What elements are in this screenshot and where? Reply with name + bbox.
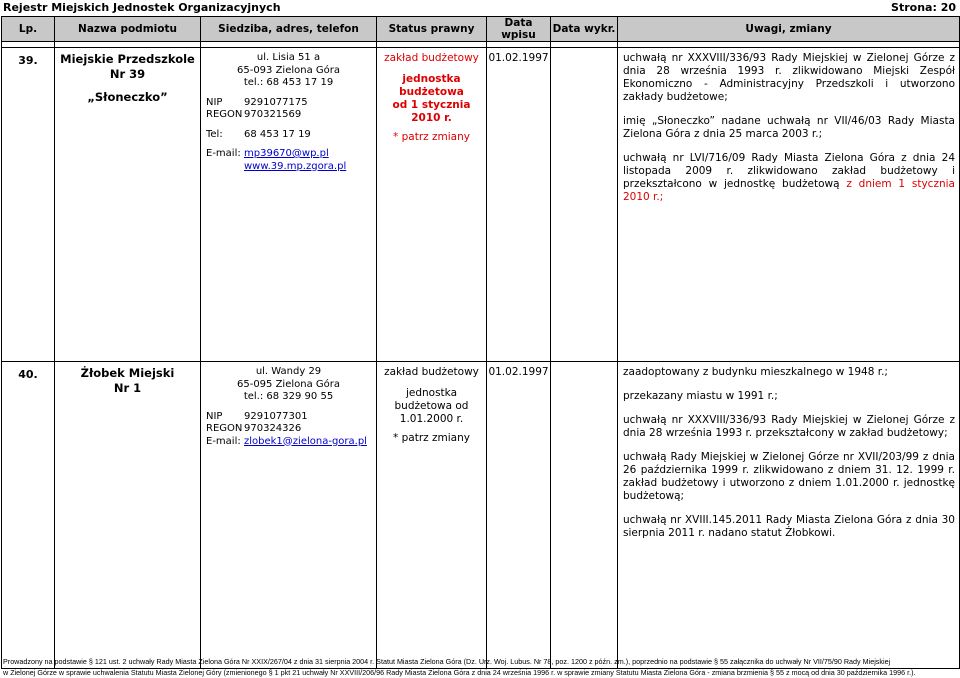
col-header-lp: Lp. bbox=[2, 17, 55, 42]
register-table bbox=[1, 16, 960, 669]
entry-date: 01.02.1997 bbox=[487, 48, 551, 362]
entity-address: ul. Wandy 29 65-095 Zielona Góra tel.: 68 329 90 55 NIP 9291077301 REGON 970324326 E-mail: zlobek1@zielona-gora.pl bbox=[201, 362, 377, 669]
row-number: 39. bbox=[2, 48, 55, 362]
page-header bbox=[2, 0, 958, 16]
entry-date: 01.02.1997 bbox=[487, 362, 551, 669]
entity-name: Żłobek Miejski Nr 1 bbox=[55, 362, 201, 669]
email-link[interactable]: zlobek1@zielona-gora.pl bbox=[244, 435, 367, 447]
phone-value: 68 453 17 19 bbox=[244, 128, 311, 140]
legal-basis-footer: Prowadzony na podstawie § 121 ust. 2 uchwały Rady Miasta Zielona Góra Nr XXIX/267/04 z dnia 31 sierpnia 2004 r. Statut Miasta Zielona Góra (Dz. Urz. Woj. Lubus. Nr 78, poz. 1200 z późn. zm.), poprzednio na podstawie § 55 załącznika do uchwały Nr VII/75/90 Rady Miejskiej w Zielonej Górze w sprawie uchwalenia Statutu Miasta Zielonej Góry (zmienionego § 1 pkt 21 uchwały Nr XXVIII/206/96 Rady Miasta Zielona Góra z dnia 24 września 1996 r. w sprawie zmiany Statutu Miasta Zielona Góra - zmiana brzmienia § 55 z mocą od dnia 30 października 1996 r.). bbox=[3, 657, 916, 677]
entity-address: ul. Lisia 51 a 65-093 Zielona Góra tel.: 68 453 17 19 NIP 9291077175 REGON 970321569 Tel: 68 453 17 19 E-mail: mp39670@wp.pl www.39.mp.zgora.pl bbox=[201, 48, 377, 362]
regon-value: 970324326 bbox=[244, 423, 302, 434]
col-header-name: Nazwa podmiotu bbox=[55, 17, 201, 42]
col-header-notes: Uwagi, zmiany bbox=[618, 17, 960, 42]
website-link[interactable]: www.39.mp.zgora.pl bbox=[244, 160, 347, 172]
col-header-address: Siedziba, adres, telefon bbox=[201, 17, 377, 42]
removal-date bbox=[551, 362, 618, 669]
regon-value: 970321569 bbox=[244, 109, 302, 120]
register-title: Rejestr Miejskich Jednostek Organizacyjnych bbox=[3, 1, 281, 14]
table-row bbox=[2, 362, 960, 669]
table-row bbox=[2, 48, 960, 362]
nip-value: 9291077301 bbox=[244, 410, 308, 422]
changes-notes: uchwałą nr XXXVIII/336/93 Rady Miejskiej w Zielonej Górze z dnia 28 września 1993 r. zlikwidowano Miejski Zespół Ekonomiczno - Administracyjny Przedszkoli i utworzono zakłady budżetowe; imię „Słoneczko” nadane uchwałą nr VII/46/03 Rady Miasta Zielona Góra z dnia 25 marca 2003 r.; uchwałą nr LVI/716/09 Rady Miasta Zielona Góra z dnia 24 listopada 2009 r. zlikwidowano zakład budżetowy i przekształcono w jednostkę budżetową z dniem 1 stycznia 2010 r.; bbox=[618, 48, 960, 362]
legal-status: zakład budżetowy jednostka budżetowa od 1 stycznia 2010 r. * patrz zmiany bbox=[377, 48, 487, 362]
nip-value: 9291077175 bbox=[244, 96, 308, 108]
row-number: 40. bbox=[2, 362, 55, 669]
col-header-status: Status prawny bbox=[377, 17, 487, 42]
email-link[interactable]: mp39670@wp.pl bbox=[244, 148, 329, 159]
table-header-row bbox=[2, 17, 960, 42]
removal-date bbox=[551, 48, 618, 362]
col-header-entry-date: Data wpisu bbox=[487, 17, 551, 42]
col-header-removal-date: Data wykr. bbox=[551, 17, 618, 42]
page-number: Strona: 20 bbox=[891, 1, 956, 14]
legal-status: zakład budżetowy jednostka budżetowa od 1.01.2000 r. * patrz zmiany bbox=[377, 362, 487, 669]
changes-notes: zaadoptowany z budynku mieszkalnego w 1948 r.; przekazany miastu w 1991 r.; uchwałą nr XXXVIII/336/93 Rady Miejskiej w Zielonej Górze z dnia 28 września 1993 r. przekształcony w zakład budżetowy; uchwałą Rady Miejskiej w Zielonej Górze nr XVII/203/99 z dnia 26 października 1999 r. zlikwidowano z dniem 31. 12. 1999 r. zakład budżetowy i utworzono z dniem 1.01.2000 r. jednostkę budżetową; uchwałą nr XVIII.145.2011 Rady Miasta Zielona Góra z dnia 30 sierpnia 2011 r. nadano statut Żłobkowi. bbox=[618, 362, 960, 669]
entity-name: Miejskie Przedszkole Nr 39 „Słoneczko” bbox=[55, 48, 201, 362]
